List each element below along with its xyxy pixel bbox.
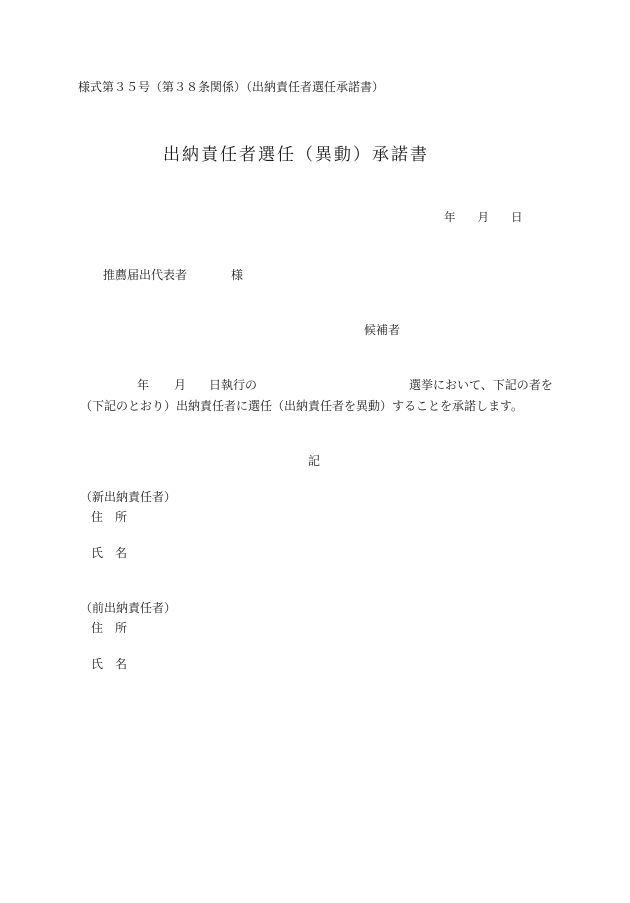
previous-address-char-1: 住 [91, 621, 104, 635]
body-year: 年 [137, 378, 150, 392]
date-line [444, 212, 523, 224]
date-year-label: 年 [444, 210, 456, 224]
previous-address-char-2: 所 [115, 621, 128, 635]
candidate-label: 候補者 [364, 323, 401, 337]
new-section-heading: （新出納責任者） [80, 490, 177, 504]
date-month-label: 月 [477, 210, 489, 224]
previous-name-label [91, 658, 127, 670]
previous-section-heading: （前出納責任者） [80, 601, 177, 615]
addressee-honorific: 様 [231, 268, 244, 282]
new-name-char-1: 氏 [91, 546, 104, 560]
new-name-char-2: 名 [115, 546, 128, 560]
previous-name-char-1: 氏 [91, 657, 104, 671]
ki-label: 記 [308, 454, 321, 468]
date-day-label: 日 [511, 210, 523, 224]
document-title: 出納責任者選任（異動）承諾書 [163, 145, 429, 165]
addressee-label: 推薦届出代表者 [103, 268, 188, 282]
body-month: 月 [174, 378, 187, 392]
body-day-exec: 日執行の [209, 378, 258, 392]
new-address-char-2: 所 [115, 510, 128, 524]
new-name-label [91, 547, 127, 559]
new-address-char-1: 住 [91, 510, 104, 524]
new-address-label [91, 511, 127, 523]
body-election-text: 選挙において、下記の者を [409, 378, 553, 392]
form-number: 様式第３５号（第３８条関係）（出納責任者選任承諾書） [78, 80, 385, 94]
body-line-2: （下記のとおり）出納責任者に選任（出納責任者を異動）することを承諾します。 [80, 399, 524, 413]
addressee [103, 269, 243, 281]
previous-address-label [91, 622, 127, 634]
previous-name-char-2: 名 [115, 657, 128, 671]
